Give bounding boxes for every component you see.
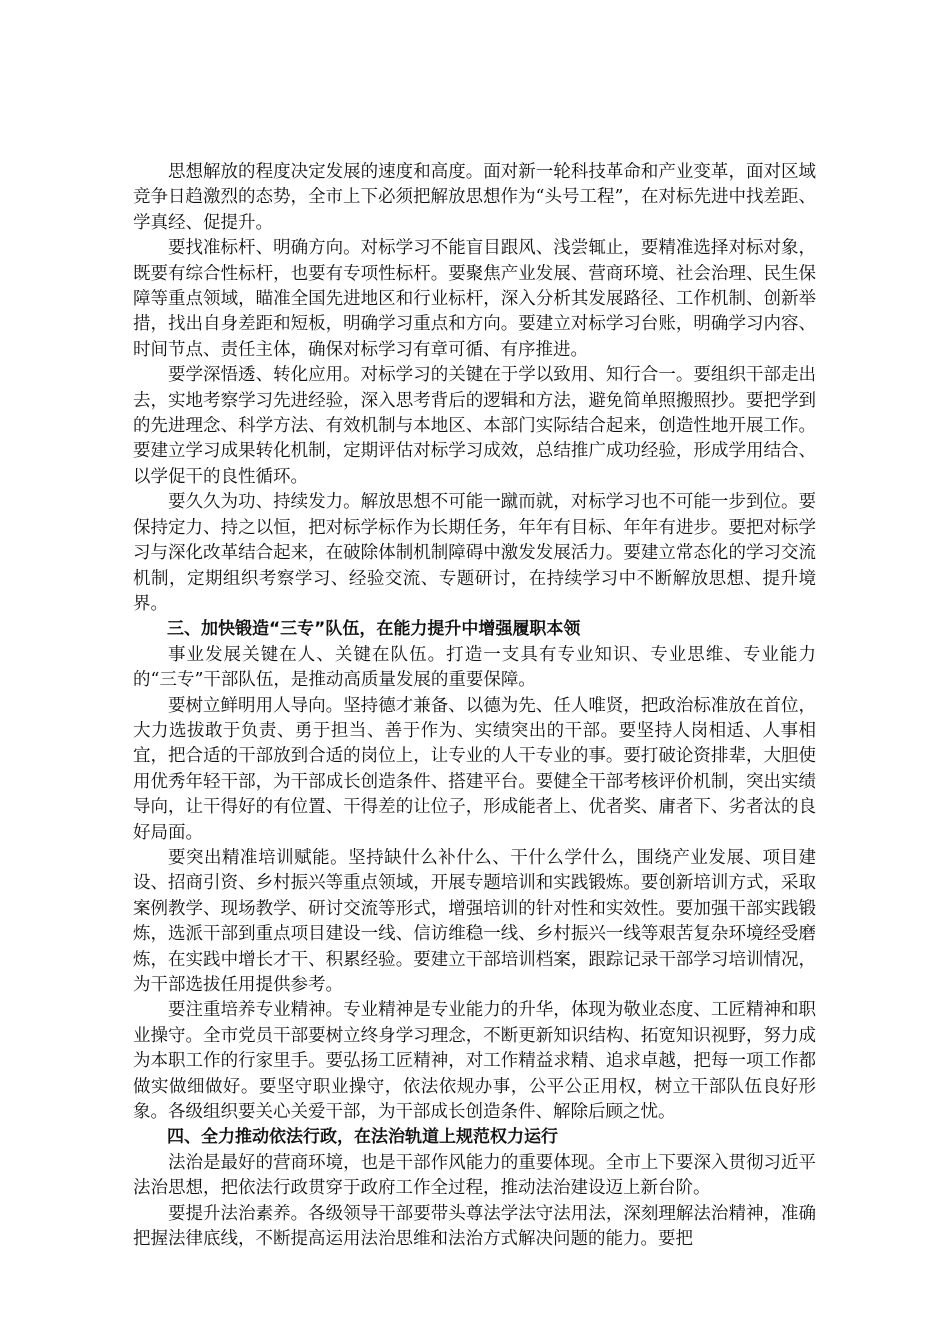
paragraph: 事业发展关键在人、关键在队伍。打造一支具有专业知识、专业思维、专业能力的“三专”干部队伍，是推动高质量发展的重要保障。 — [133, 644, 816, 691]
paragraph: 要久久为功、持续发力。解放思想不可能一蹴而就，对标学习也不可能一步到位。要保持定力、持之以恒，把对标学标作为长期任务，年年有目标、年年有进步。要把对标学习与深化改革结合起来，在破除体制机制障碍中激发发展活力。要建立常态化的学习交流机制，定期组织考察学习、经验交流、专题研讨，在持续学习中不断解放思想、提升境界。 — [133, 492, 816, 614]
paragraph: 法治是最好的营商环境，也是干部作风能力的重要体现。全市上下要深入贯彻习近平法治思想，把依法行政贯穿于政府工作全过程，推动法治建设迈上新台阶。 — [133, 1152, 816, 1199]
paragraph: 要找准标杆、明确方向。对标学习不能盲目跟风、浅尝辄止，要精准选择对标对象，既要有综合性标杆，也要有专项性标杆。要聚焦产业发展、营商环境、社会治理、民生保障等重点领域，瞄准全国先进地区和行业标杆，深入分析其发展路径、工作机制、创新举措，找出自身差距和短板，明确学习重点和方向。要建立对标学习台账，明确学习内容、时间节点、责任主体，确保对标学习有章可循、有序推进。 — [133, 238, 816, 360]
paragraph: 要注重培养专业精神。专业精神是专业能力的升华，体现为敬业态度、工匠精神和职业操守。全市党员干部要树立终身学习理念，不断更新知识结构、拓宽知识视野，努力成为本职工作的行家里手。要弘扬工匠精神，对工作精益求精、追求卓越，把每一项工作都做实做细做好。要坚守职业操守，依法依规办事，公平公正用权，树立干部队伍良好形象。各级组织要关心关爱干部，为干部成长创造条件、解除后顾之忧。 — [133, 1000, 816, 1123]
section-heading-3: 三、加快锻造“三专”队伍，在能力提升中增强履职本领 — [167, 619, 581, 640]
paragraph: 要突出精准培训赋能。坚持缺什么补什么、干什么学什么，围绕产业发展、项目建设、招商引资、乡村振兴等重点领域，开展专题培训和实践锻炼。要创新培训方式，采取案例教学、现场教学、研讨交流等形式，增强培训的针对性和实效性。要加强干部实践锻炼，选派干部到重点项目建设一线、信访维稳一线、乡村振兴一线等艰苦复杂环境经受磨炼，在实践中增长才干、积累经验。要建立干部培训档案，跟踪记录干部学习培训情况，为干部选拔任用提供参考。 — [133, 847, 816, 995]
paragraph: 思想解放的程度决定发展的速度和高度。面对新一轮科技革命和产业变革，面对区域竞争日趋激烈的态势，全市上下必须把解放思想作为“头号工程”，在对标先进中找差距、学真经、促提升。 — [133, 162, 816, 233]
paragraph: 要学深悟透、转化应用。对标学习的关键在于学以致用、知行合一。要组织干部走出去，实地考察学习先进经验，深入思考背后的逻辑和方法，避免简单照搬照抄。要把学到的先进理念、科学方法、有效机制与本地区、本部门实际结合起来，创造性地开展工作。要建立学习成果转化机制，定期评估对标学习成效，总结推广成功经验，形成学用结合、以学促干的良性循环。 — [133, 365, 816, 487]
paragraph: 要提升法治素养。各级领导干部要带头尊法学法守法用法，深刻理解法治精神，准确把握法律底线，不断提高运用法治思维和法治方式解决问题的能力。要把 — [133, 1203, 816, 1250]
document-body — [133, 160, 816, 1252]
paragraph: 要树立鲜明用人导向。坚持德才兼备、以德为先、任人唯贤，把政治标准放在首位，大力选拔敢于负责、勇于担当、善于作为、实绩突出的干部。要坚持人岗相适、人事相宜，把合适的干部放到合适的岗位上，让专业的人干专业的事。要打破论资排辈，大胆使用优秀年轻干部，为干部成长创造条件、搭建平台。要健全干部考核评价机制，突出实绩导向，让干得好的有位置、干得差的让位子，形成能者上、优者奖、庸者下、劣者汰的良好局面。 — [133, 695, 816, 843]
section-heading-4: 四、全力推动依法行政，在法治轨道上规范权力运行 — [167, 1127, 558, 1148]
